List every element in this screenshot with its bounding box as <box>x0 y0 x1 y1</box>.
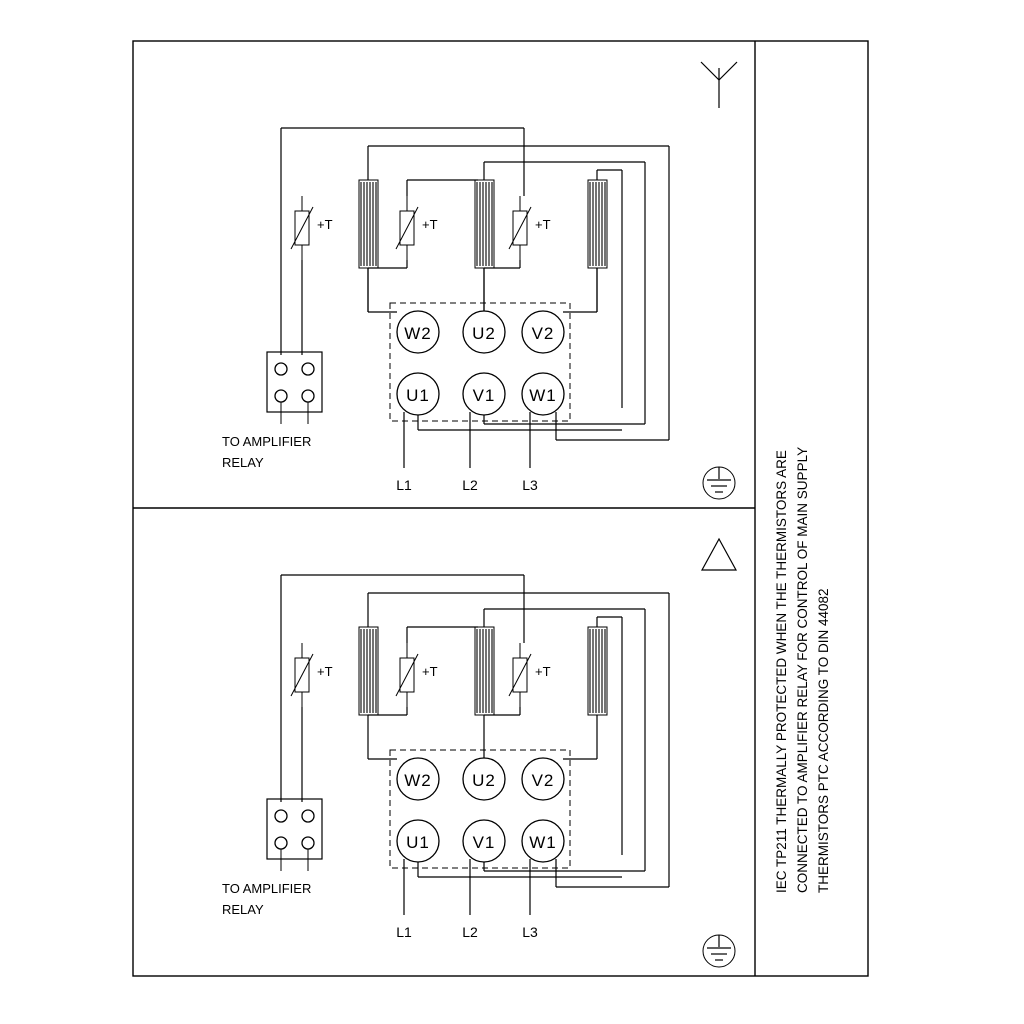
coil-terminal-wiring <box>368 268 597 312</box>
terminal-label-u2: U2 <box>472 771 496 790</box>
terminal-label-w2: W2 <box>404 771 432 790</box>
phase-label-l2: L2 <box>462 477 478 493</box>
terminal-label-u2: U2 <box>472 324 496 343</box>
thermistor-label-1: +T <box>317 664 333 679</box>
terminal-label-w2: W2 <box>404 324 432 343</box>
phase-label-l3: L3 <box>522 477 538 493</box>
terminal-label-u1: U1 <box>406 386 430 405</box>
amplifier-label-line1: TO AMPLIFIER <box>222 881 312 896</box>
terminal-label-v1: V1 <box>472 386 496 405</box>
terminals-bottom-row <box>397 373 564 415</box>
side-note <box>774 447 831 893</box>
phase-wiring <box>404 859 669 915</box>
terminal-label-u1: U1 <box>406 833 430 852</box>
motor-coil-2 <box>475 180 494 268</box>
phase-label-l1: L1 <box>396 924 412 940</box>
note-line-2: CONNECTED TO AMPLIFIER RELAY FOR CONTROL OF MAIN SUPPLY <box>795 446 810 893</box>
earth-ground-icon <box>703 467 735 499</box>
amplifier-terminal-block <box>267 352 322 424</box>
motor-coil-1 <box>359 627 378 715</box>
wye-symbol <box>701 62 737 108</box>
panel-delta <box>222 539 736 967</box>
terminal-label-v2: V2 <box>531 771 555 790</box>
thermistor-label-2: +T <box>422 664 438 679</box>
phase-label-l1: L1 <box>396 477 412 493</box>
amplifier-terminal-block <box>267 799 322 871</box>
phase-wiring <box>404 412 669 468</box>
terminal-label-w1: W1 <box>529 386 557 405</box>
motor-coil-1 <box>359 180 378 268</box>
phase-label-l2: L2 <box>462 924 478 940</box>
delta-symbol <box>702 539 736 570</box>
thermistor-label-1: +T <box>317 217 333 232</box>
terminals-top-row <box>397 758 564 800</box>
thermistor-2 <box>396 643 418 707</box>
terminals-top-row <box>397 311 564 353</box>
note-line-3: THERMISTORS PTC ACCORDING TO DIN 44082 <box>816 588 831 893</box>
terminal-label-v2: V2 <box>531 324 555 343</box>
amplifier-label-line2: RELAY <box>222 455 264 470</box>
thermistor-3 <box>509 196 531 260</box>
thermistor-2 <box>396 196 418 260</box>
motor-coil-3 <box>588 627 607 715</box>
thermistor-3 <box>509 643 531 707</box>
note-line-1: IEC TP211 THERMALLY PROTECTED WHEN THE THERMISTORS ARE <box>774 450 789 893</box>
terminals-bottom-row <box>397 820 564 862</box>
earth-ground-icon <box>703 935 735 967</box>
motor-coil-2 <box>475 627 494 715</box>
thermistor-1 <box>291 196 313 260</box>
thermistor-label-3: +T <box>535 664 551 679</box>
amplifier-label-line1: TO AMPLIFIER <box>222 434 312 449</box>
thermistor-label-2: +T <box>422 217 438 232</box>
motor-coil-3 <box>588 180 607 268</box>
terminal-label-v1: V1 <box>472 833 496 852</box>
amplifier-label-line2: RELAY <box>222 902 264 917</box>
terminal-label-w1: W1 <box>529 833 557 852</box>
thermistor-label-3: +T <box>535 217 551 232</box>
phase-label-l3: L3 <box>522 924 538 940</box>
panel-star <box>222 62 737 499</box>
thermistor-1 <box>291 643 313 707</box>
